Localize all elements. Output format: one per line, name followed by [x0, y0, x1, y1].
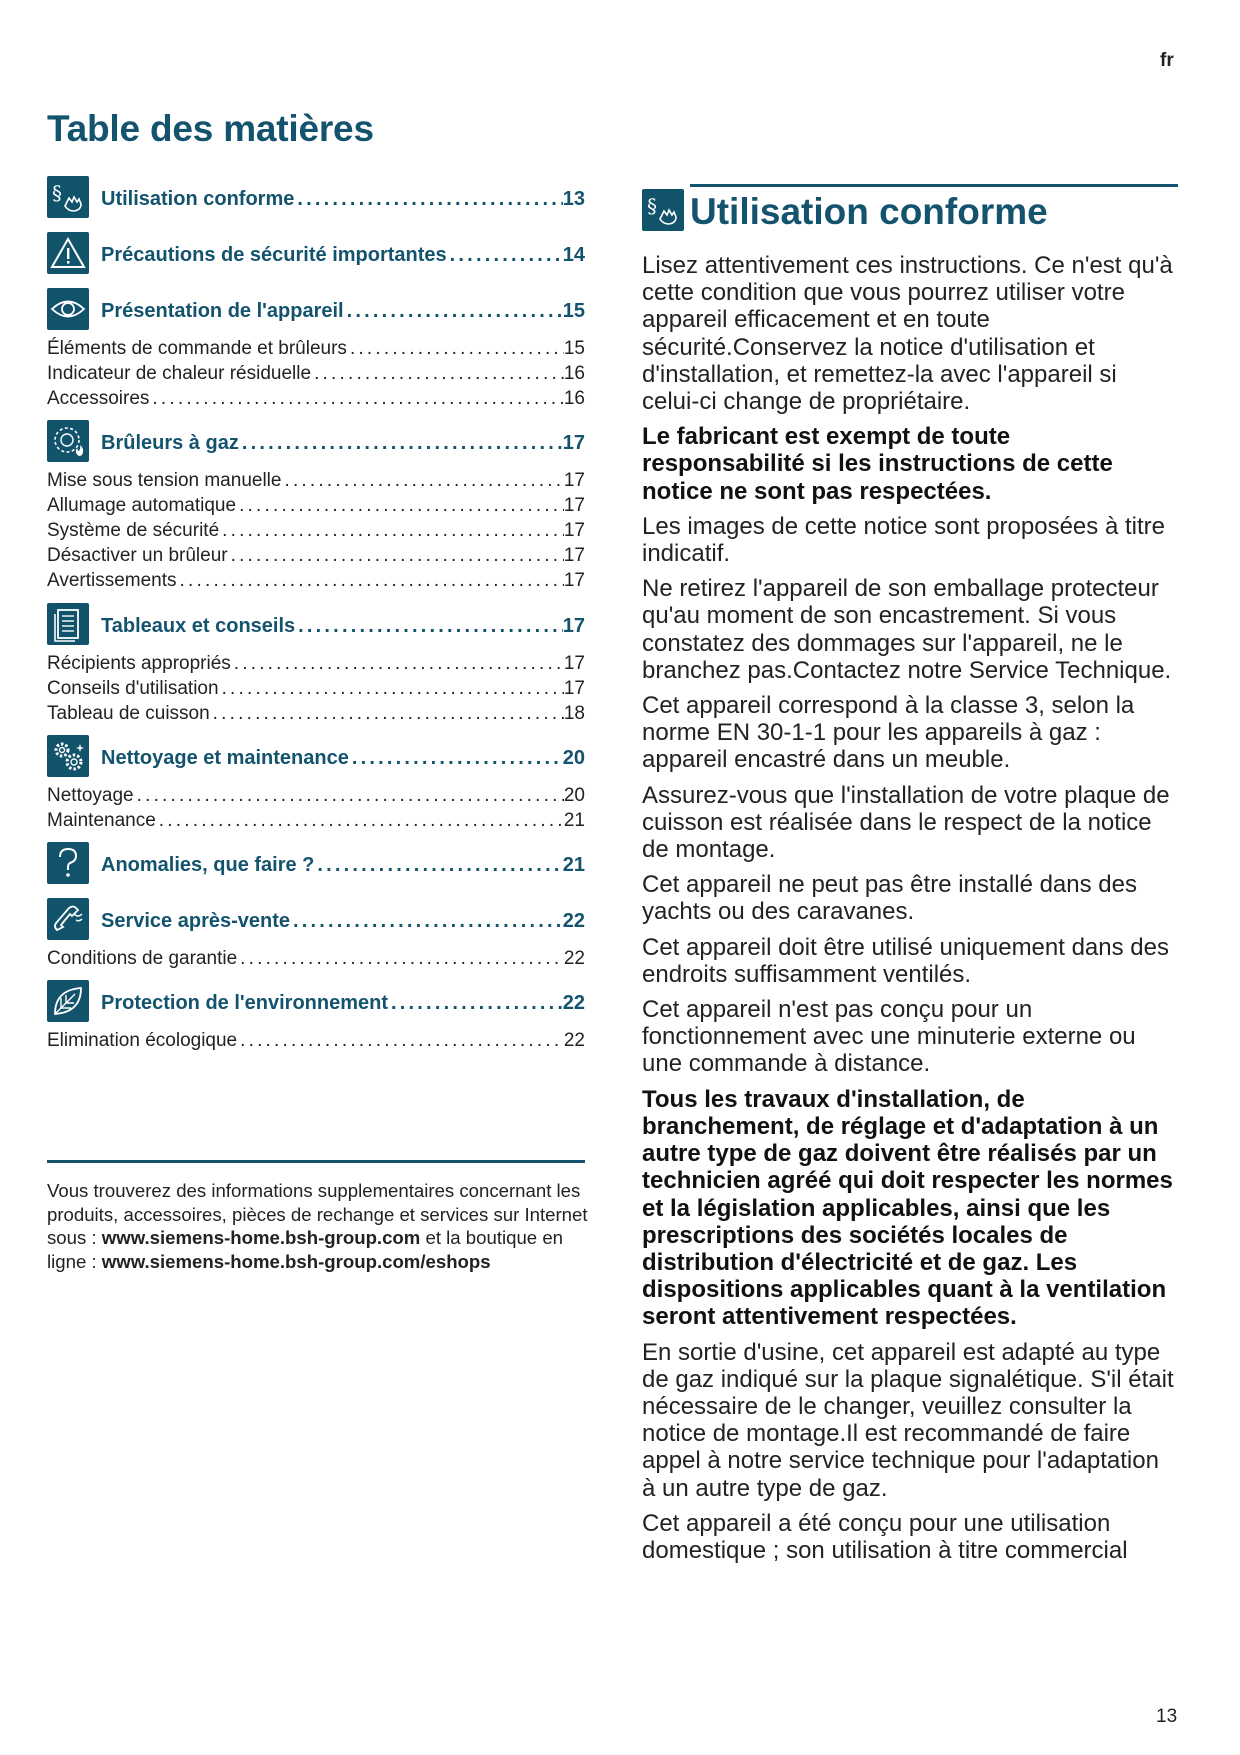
toc-item[interactable]: Tableau de cuisson ..... 18 [47, 701, 585, 726]
toc-item[interactable]: Accessoires ..... 16 [47, 386, 585, 411]
paragraph: Cet appareil ne peut pas être installé dans des yachts ou des caravanes. [642, 871, 1137, 926]
paragraph: Les images de cette notice sont proposées à titre indicatif. [642, 512, 1165, 568]
leaf-icon [47, 980, 89, 1022]
page-number: 13 [1156, 1706, 1178, 1727]
paragraph: Ne retirez l'appareil de son emballage protecteur qu'au moment de son encastrement. Si vous constatez des dommages sur l'appareil, ne le branchez pas.Contactez notre Service Technique. [642, 575, 1172, 684]
paragraph-hand-icon [642, 189, 684, 231]
toc-item[interactable]: Allumage automatique ..... 17 [47, 493, 585, 518]
gas-burner-icon [47, 420, 89, 462]
paragraph: Cet appareil correspond à la classe 3, selon la norme EN 30-1-1 pour les appareils à gaz : appareil encastré dans un meuble. [642, 692, 1135, 774]
section-body [642, 252, 1178, 1564]
toc-section-anomalies [47, 842, 585, 886]
toc-link-tableaux[interactable]: Tableaux et conseils ..... 17 [101, 615, 585, 638]
section-header [647, 184, 1178, 232]
paragraph: Cet appareil a été conçu pour une utilisation domestique ; son utilisation à titre commercial [642, 1509, 1128, 1564]
footer-divider [47, 1160, 585, 1163]
toc-section-environnement [47, 980, 585, 1053]
eye-icon [47, 288, 89, 330]
toc-item[interactable]: Système de sécurité ..... 17 [47, 518, 585, 543]
website-link[interactable]: www.siemens-home.bsh-group.com [101, 1227, 421, 1248]
page-title: Table des matières [47, 108, 374, 149]
paragraph: Cet appareil n'est pas conçu pour un fonctionnement avec une minuterie externe ou une commande à distance. [642, 996, 1136, 1078]
toc-link-bruleurs[interactable]: Brûleurs à gaz ..... 17 [101, 432, 585, 455]
paragraph-bold: Le fabricant est exempt de toute responsabilité si les instructions de cette notice ne sont pas respectées. [642, 423, 1113, 505]
cleaning-gears-icon [47, 735, 89, 777]
toc-section-utilisation-conforme [47, 176, 585, 220]
toc-item[interactable]: Indicateur de chaleur résiduelle ..... 16 [47, 361, 585, 386]
toc-link-nettoyage[interactable]: Nettoyage et maintenance ..... 20 [101, 747, 585, 770]
paragraph-bold: Tous les travaux d'installation, de branchement, de réglage et d'adaptation à un autre type de gaz doivent être réalisés par un technicien agréé qui doit respecter les normes et la législation applicables, ainsi que les prescriptions des sociétés locales de distribution d'électricité et de gaz. Les dispositions applicables quant à la ventilation seront attentivement respectées. [642, 1085, 1173, 1331]
toc-section-tableaux [47, 603, 585, 726]
paragraph: En sortie d'usine, cet appareil est adapté au type de gaz indiqué sur la plaque signalétique. S'il était nécessaire de le changer, veuillez consulter la notice de montage.Il est recommandé de faire appel à notre service technique pour l'adaptation à un autre type de gaz. [642, 1338, 1174, 1502]
footer-text: Vous trouverez des informations supplementaires concernant les produits, accessoires, pièces de rechange et services sur Internet sous : [47, 1180, 588, 1248]
toc-item[interactable]: Elimination écologique ..... 22 [47, 1028, 585, 1053]
toc-link-precautions[interactable]: Précautions de sécurité importantes ..... 14 [101, 244, 585, 267]
toc-item[interactable]: Éléments de commande et brûleurs ..... 15 [47, 336, 585, 361]
paragraph-hand-icon [47, 176, 89, 218]
warning-triangle-icon [47, 232, 89, 274]
section-utilisation-conforme [642, 184, 1178, 1572]
eshop-link[interactable]: www.siemens-home.bsh-group.com/eshops [101, 1250, 491, 1272]
svg-text:§: § [647, 194, 657, 218]
toc-item[interactable]: Maintenance ..... 21 [47, 808, 585, 833]
toc-link-presentation[interactable]: Présentation de l'appareil ..... 15 [101, 300, 585, 323]
toc-item[interactable]: Mise sous tension manuelle ..... 17 [47, 468, 585, 493]
toc-item[interactable]: Avertissements ..... 17 [47, 568, 585, 593]
paragraph: Cet appareil doit être utilisé uniquement dans des endroits suffisamment ventilés. [642, 933, 1169, 988]
toc-link-service[interactable]: Service après-vente ..... 22 [101, 910, 585, 933]
toc-section-service [47, 898, 585, 971]
footer-info [47, 1179, 592, 1273]
document-list-icon [47, 603, 89, 645]
toc-item[interactable]: Conseils d'utilisation ..... 17 [47, 676, 585, 701]
toc-item[interactable]: Conditions de garantie ..... 22 [47, 946, 585, 971]
svg-text:§: § [52, 181, 62, 205]
toc-link-anomalies[interactable]: Anomalies, que faire ? ..... 21 [101, 854, 585, 877]
paragraph: Assurez-vous que l'installation de votre plaque de cuisson est réalisée dans le respect de la notice de montage. [642, 781, 1170, 864]
toc-link-utilisation-conforme[interactable]: Utilisation conforme ..... 13 [101, 188, 585, 211]
toc-item[interactable]: Nettoyage ..... 20 [47, 783, 585, 808]
section-title: Utilisation conforme [690, 191, 1048, 232]
toc-section-nettoyage [47, 735, 585, 833]
footer-text: et la boutique en ligne : [47, 1227, 563, 1272]
question-mark-icon [47, 842, 89, 884]
toc-section-precautions [47, 232, 585, 276]
paragraph: Lisez attentivement ces instructions. Ce n'est qu'à cette condition que vous pourrez utiliser votre appareil efficacement et en toute sécurité.Conservez la notice d'utilisation et d'installation, et remettez-la avec l'appareil si celui-ci change de propriétaire. [642, 252, 1173, 416]
toc-item[interactable]: Désactiver un brûleur ..... 17 [47, 543, 585, 568]
toc-section-bruleurs [47, 420, 585, 593]
phone-handset-icon [47, 898, 89, 940]
language-code: fr [1160, 50, 1174, 71]
toc-item[interactable]: Récipients appropriés ..... 17 [47, 651, 585, 676]
toc-section-presentation [47, 288, 585, 411]
toc-link-environnement[interactable]: Protection de l'environnement ..... 22 [101, 992, 585, 1015]
